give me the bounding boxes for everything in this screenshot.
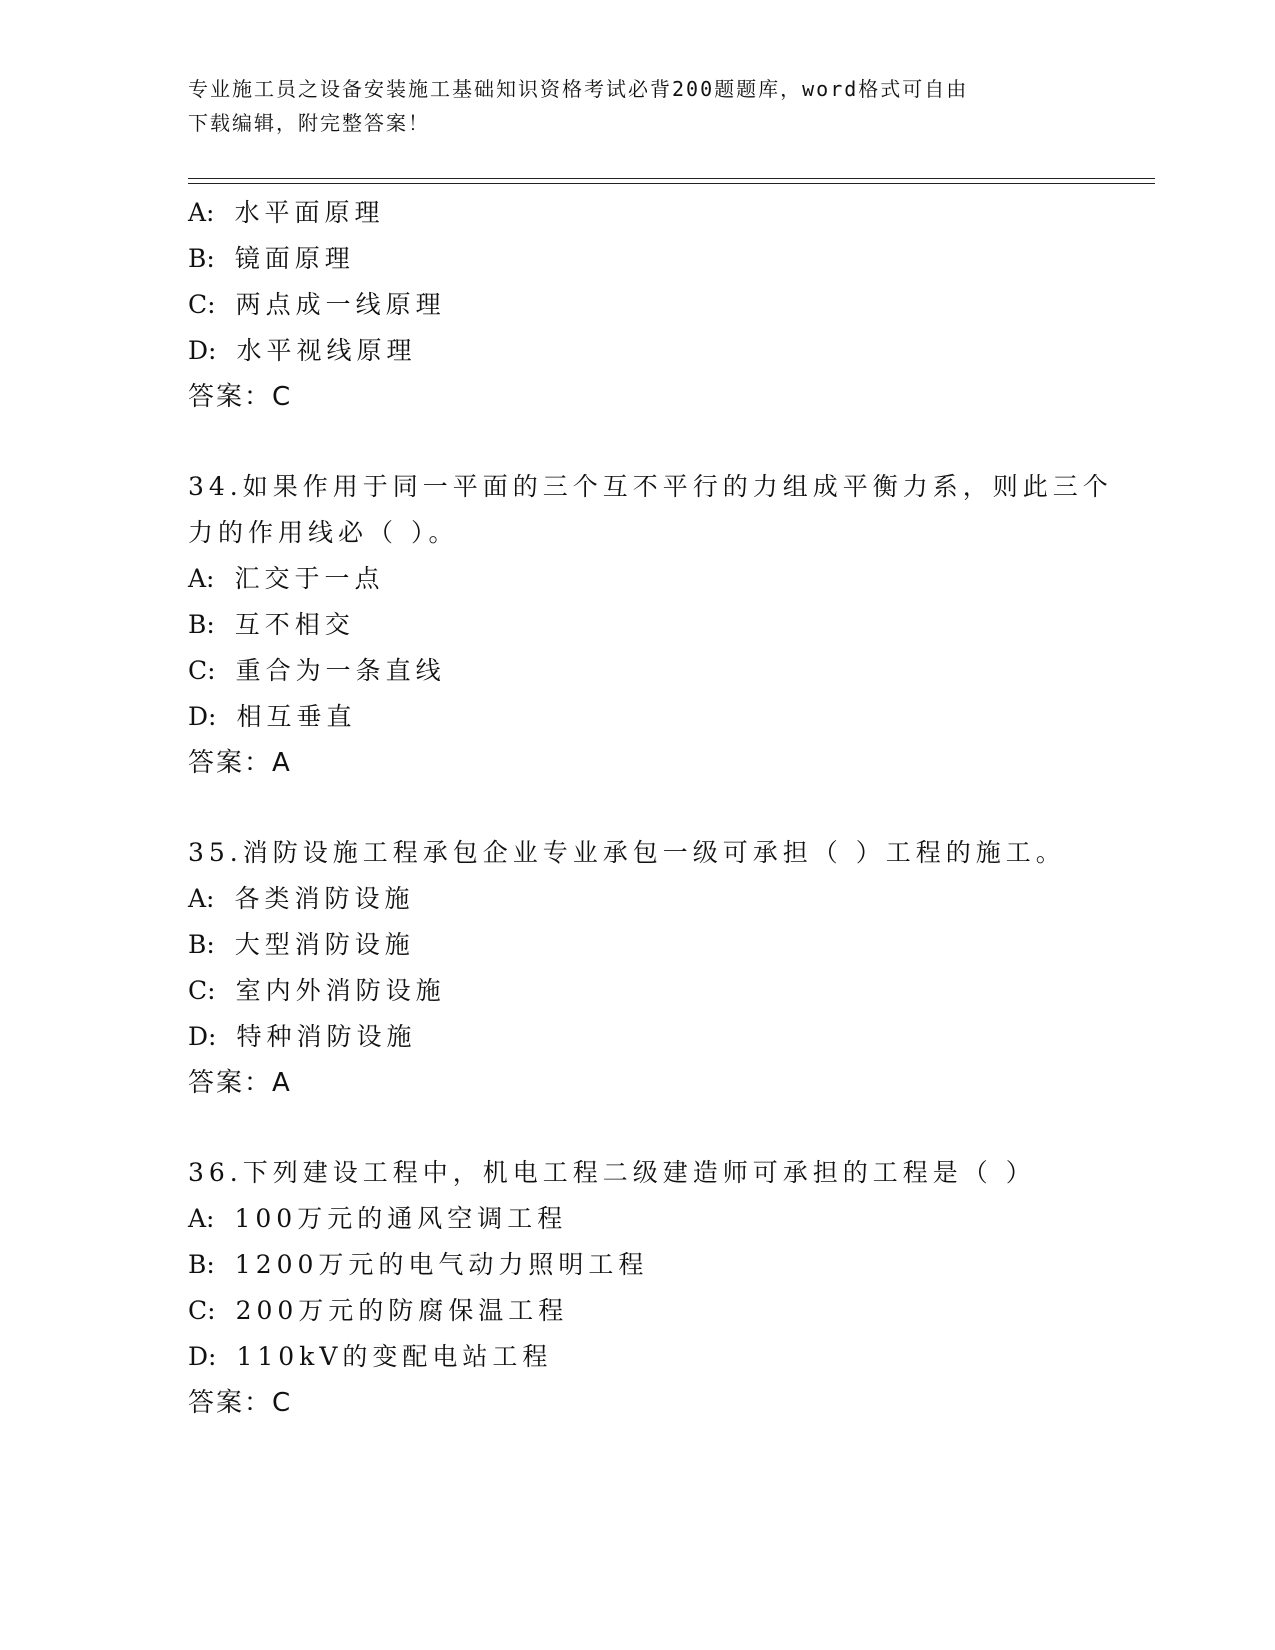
option-b bbox=[188, 236, 1088, 282]
option-text: 水平视线原理 bbox=[236, 336, 417, 365]
option-letter: D: bbox=[188, 1022, 217, 1051]
option-text: 相互垂直 bbox=[236, 702, 357, 731]
option-letter: A: bbox=[188, 564, 215, 593]
option-b bbox=[188, 1242, 1088, 1288]
option-a bbox=[188, 556, 1088, 602]
option-text: 互不相交 bbox=[234, 610, 355, 639]
option-letter: C: bbox=[188, 656, 216, 685]
question-36 bbox=[188, 1150, 1088, 1426]
option-letter: D: bbox=[188, 702, 217, 731]
option-c bbox=[188, 1288, 1088, 1334]
document-header bbox=[188, 72, 1088, 140]
question-list bbox=[188, 190, 1113, 1426]
option-text: 大型消防设施 bbox=[234, 930, 415, 959]
answer-line: 答案：C bbox=[188, 382, 293, 412]
option-letter: C: bbox=[188, 290, 216, 319]
question-stem: 36.下列建设工程中，机电工程二级建造师可承担的工程是（ ） bbox=[188, 1158, 1036, 1187]
option-text: 110kV的变配电站工程 bbox=[236, 1342, 553, 1371]
option-d bbox=[188, 1334, 1088, 1380]
option-letter: A: bbox=[188, 198, 215, 227]
header-divider-bottom bbox=[188, 183, 1155, 184]
option-a bbox=[188, 876, 1088, 922]
option-text: 室内外消防设施 bbox=[235, 976, 446, 1005]
question-stem: 34.如果作用于同一平面的三个互不平行的力组成平衡力系，则此三个 bbox=[188, 472, 1113, 501]
option-letter: A: bbox=[188, 1204, 215, 1233]
option-text: 镜面原理 bbox=[234, 244, 355, 273]
option-text: 特种消防设施 bbox=[236, 1022, 417, 1051]
option-letter: B: bbox=[188, 244, 215, 273]
option-b bbox=[188, 922, 1088, 968]
option-a bbox=[188, 190, 1088, 236]
option-c bbox=[188, 648, 1088, 694]
option-text: 100万元的通风空调工程 bbox=[234, 1204, 568, 1233]
option-text: 200万元的防腐保温工程 bbox=[235, 1296, 569, 1325]
answer-line: 答案：A bbox=[188, 748, 292, 778]
option-d bbox=[188, 694, 1088, 740]
answer-line: 答案：C bbox=[188, 1388, 293, 1418]
question-stem: 35.消防设施工程承包企业专业承包一级可承担（ ）工程的施工。 bbox=[188, 838, 1066, 867]
question-stem-continued: 力的作用线必（ ）。 bbox=[188, 518, 459, 547]
question-35 bbox=[188, 830, 1088, 1106]
option-b bbox=[188, 602, 1088, 648]
option-text: 1200万元的电气动力照明工程 bbox=[234, 1250, 649, 1279]
header-divider-top bbox=[188, 178, 1155, 179]
question-33 bbox=[188, 190, 1088, 420]
option-letter: B: bbox=[188, 610, 215, 639]
option-text: 汇交于一点 bbox=[234, 564, 385, 593]
answer-line: 答案：A bbox=[188, 1068, 292, 1098]
option-letter: A: bbox=[188, 884, 215, 913]
option-text: 两点成一线原理 bbox=[235, 290, 446, 319]
question-34 bbox=[188, 464, 1113, 786]
option-letter: B: bbox=[188, 1250, 215, 1279]
option-text: 各类消防设施 bbox=[234, 884, 415, 913]
option-letter: C: bbox=[188, 976, 216, 1005]
header-line-2: 下载编辑，附完整答案！ bbox=[188, 111, 430, 135]
option-letter: C: bbox=[188, 1296, 216, 1325]
option-a bbox=[188, 1196, 1088, 1242]
option-text: 水平面原理 bbox=[234, 198, 385, 227]
option-d bbox=[188, 1014, 1088, 1060]
option-text: 重合为一条直线 bbox=[235, 656, 446, 685]
option-letter: D: bbox=[188, 336, 217, 365]
option-c bbox=[188, 968, 1088, 1014]
option-d bbox=[188, 328, 1088, 374]
header-line-1: 专业施工员之设备安装施工基础知识资格考试必背200题题库，word格式可自由 bbox=[188, 77, 969, 101]
option-letter: D: bbox=[188, 1342, 217, 1371]
option-letter: B: bbox=[188, 930, 215, 959]
option-c bbox=[188, 282, 1088, 328]
